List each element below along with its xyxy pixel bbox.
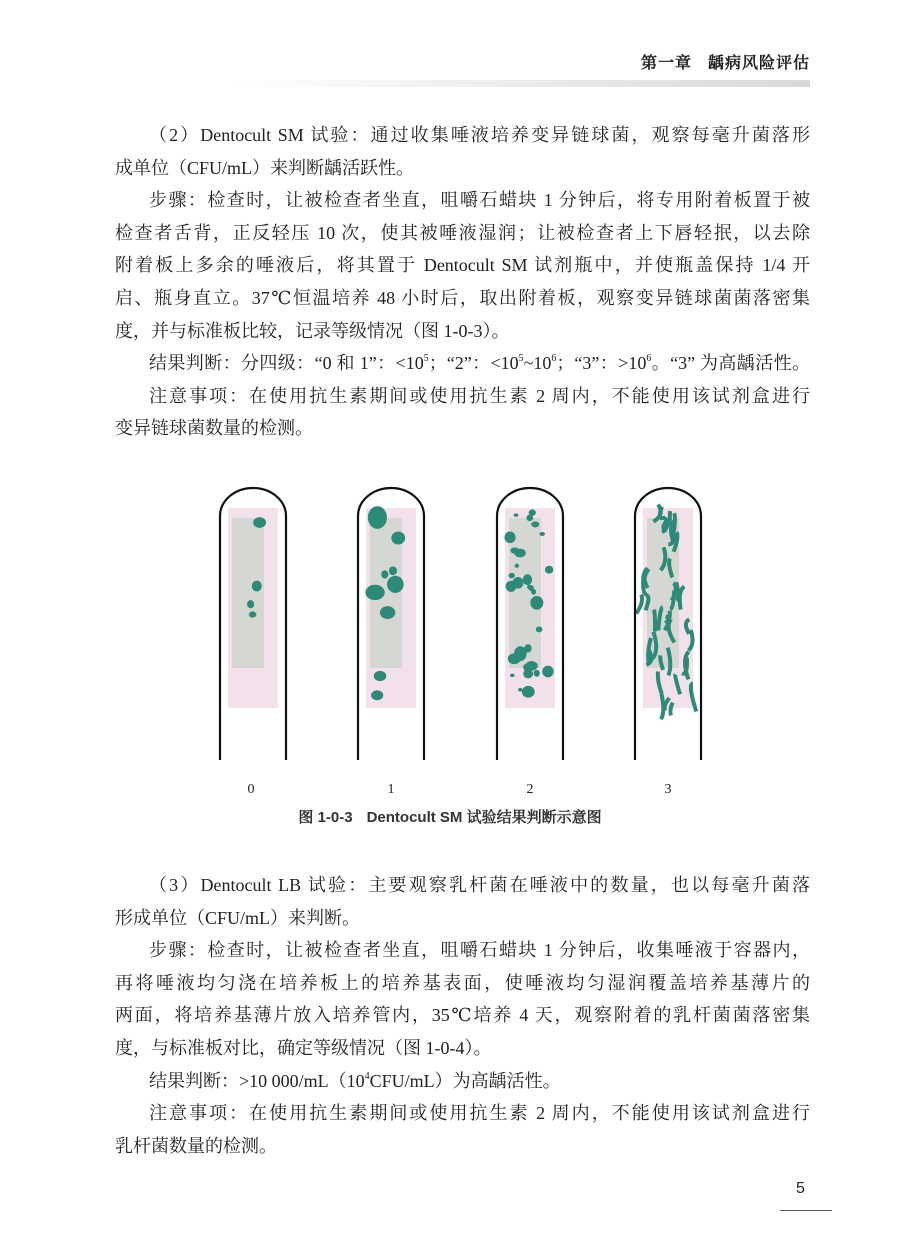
colony [247,600,254,608]
colony [545,566,553,574]
colony [368,506,387,529]
colony [529,585,534,591]
test-strip-3 [635,488,701,760]
colony [510,674,515,678]
colony [365,585,384,600]
colony [539,532,545,536]
strip-label-3: 3 [664,782,672,797]
text: 结果判断：>10 000/mL（10 [149,1070,365,1091]
sup: 5 [423,353,429,365]
colony [525,661,537,671]
strip-label-1: 1 [387,782,395,797]
colony [509,573,515,578]
text: 。“3” 为高龋活性。 [651,353,810,374]
colony [371,690,383,700]
paragraph-line: 附着板上多余的唾液后，将其置于 Dentocult SM 试剂瓶中，并使瓶盖保持 1/4 开 [115,255,810,276]
colony [534,670,540,677]
colony [387,576,404,593]
colony [668,648,670,676]
header-bar [230,80,810,87]
paragraph-line: （2）Dentocult SM 试验：通过收集唾液培养变异链球菌，观察每毫升菌落形 [149,125,810,145]
strip-label-2: 2 [526,782,534,797]
running-header [641,50,810,73]
figure-caption [0,806,900,827]
strip-label-0: 0 [247,782,255,797]
sup: 6 [551,353,557,365]
text: ~10 [523,353,552,374]
test-strip-0 [220,488,286,760]
colony [654,610,655,632]
colony [389,566,397,575]
chapter-title: 龋病风险评估 [707,55,810,72]
colony [252,581,262,592]
colony [515,564,519,568]
colony [380,606,395,619]
paragraph-line: 度，与标准板对比，确定等级情况（图 1-0-4）。 [115,1037,492,1058]
figure-sm-test-strips [200,478,720,778]
paragraph-line: （3）Dentocult LB 试验：主要观察乳杆菌在唾液中的数量，也以每毫升菌落 [149,875,810,895]
paragraph-line: 步骤：检查时，让被检查者坐直，咀嚼石蜡块 1 分钟后，将专用附着板置于被 [149,190,810,211]
colony [504,532,515,544]
test-strip-2 [497,488,563,760]
colony [523,574,532,585]
colony [670,703,672,716]
paragraph-line: 两面，将培养基薄片放入培养管内，35℃培养 4 天，观察附着的乳杆菌菌落密集 [115,1005,810,1026]
result-line [115,347,810,380]
chapter-number: 第一章 [640,55,692,72]
paragraph-line: 注意事项：在使用抗生素期间或使用抗生素 2 周内，不能使用该试剂盒进行 [149,1103,810,1124]
colony [514,513,519,516]
colony [526,515,533,521]
colony [536,627,543,633]
text: ；“3”：>10 [556,353,647,374]
result-line [115,1065,810,1098]
caption-text: Dentocult SM 试验结果判断示意图 [366,809,602,826]
text: 结果判断：分四级：“0 和 1”：<10 [149,353,424,374]
section-dentocult-sm [115,119,810,445]
paragraph-line: 成单位（CFU/mL）来判断龋活跃性。 [115,157,415,178]
sup: 4 [364,1070,370,1082]
paragraph-line: 检查者舌背，正反轻压 10 次，使其被唾液湿润；让被检查者上下唇轻抿，以去除 [115,222,810,243]
colony [514,549,525,558]
colony [391,531,405,544]
page-number-rule [780,1210,832,1211]
paragraph-line: 度，并与标准板比较，记录等级情况（图 1-0-3）。 [115,320,510,341]
paragraph-line: 形成单位（CFU/mL）来判断。 [115,907,361,928]
section-dentocult-lb [115,869,810,1162]
colony [524,644,531,653]
colony [508,653,521,664]
colony [518,688,522,692]
paragraph-line: 启、瓶身直立。37℃恒温培养 48 小时后，取出附着板，观察变异链球菌菌落密集 [115,287,810,308]
sup: 5 [518,353,524,365]
paragraph-line: 变异链球菌数量的检测。 [115,418,313,439]
colony [249,611,257,617]
colony [253,517,266,528]
paragraph-line: 再将唾液均匀浇在培养板上的培养基表面，使唾液均匀湿润覆盖培养基薄片的 [115,972,810,993]
test-strip-1 [358,488,424,760]
colony [530,596,543,610]
text: CFU/mL）为高龋活性。 [369,1070,561,1091]
colony [513,577,524,589]
page-number: 5 [796,1180,805,1197]
colony [636,595,642,614]
colony [381,570,388,578]
colony [374,671,387,681]
sup: 6 [646,353,652,365]
paragraph-line: 注意事项：在使用抗生素期间或使用抗生素 2 周内，不能使用该试剂盒进行 [149,385,810,406]
caption-number: 图 1-0-3 [298,809,353,826]
paragraph-line: 步骤：检查时，让被检查者坐直，咀嚼石蜡块 1 分钟后，收集唾液于容器内， [149,940,810,961]
paragraph-line: 乳杆菌数量的检测。 [115,1135,277,1156]
colony [522,686,535,698]
colony [531,521,539,527]
text: ；“2”：<10 [428,353,519,374]
colony [542,666,553,678]
strip-stain [232,518,264,668]
